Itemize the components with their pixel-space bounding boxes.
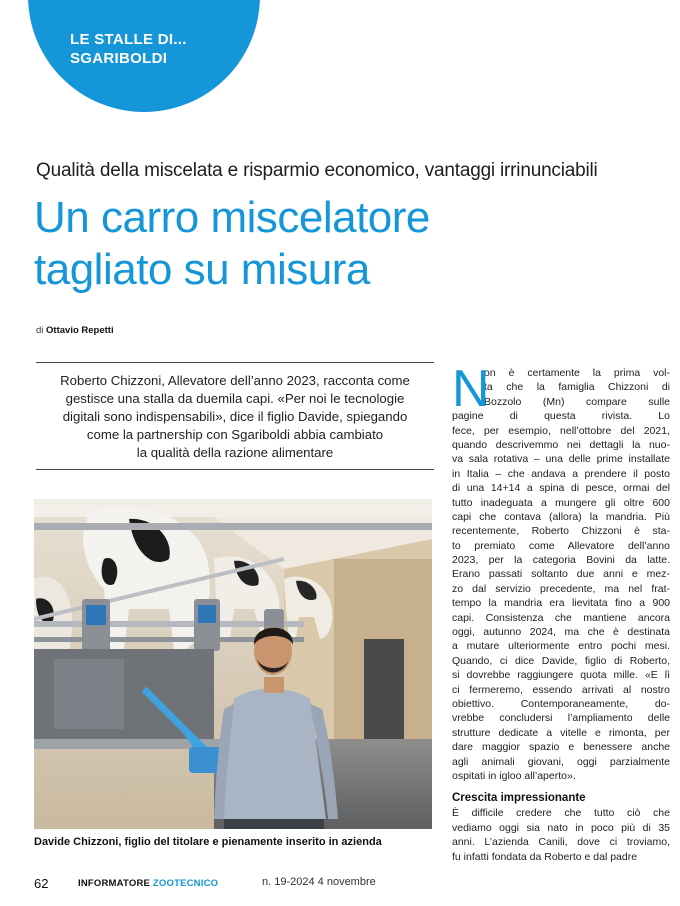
body-line: Bozzolo (Mn) compare sulle [484, 395, 670, 408]
byline-prefix: di [36, 325, 44, 336]
body-line: va sala rotativa – una delle prime installate [452, 453, 670, 466]
magazine-name-b: ZOOTECNICO [152, 878, 219, 889]
byline-author: Ottavio Repetti [46, 325, 114, 336]
body-line: si dovrebbe raggiungere quota mille. «E lì [452, 669, 670, 682]
body-line: fu infatti fondata da Roberto e dal padre [452, 850, 638, 863]
body-line: 2023, per la categoria Bovini da latte. [452, 554, 670, 567]
page-number: 62 [34, 876, 49, 891]
body-line: pagine di questa rivista. Lo [452, 410, 670, 423]
body-line: anni. L’azienda Canili, dove ci troviamo, [452, 836, 670, 849]
article-title-line1: Un carro miscelatore [34, 193, 430, 242]
body-line: ospitati in igloo all’aperto». [452, 769, 576, 782]
drop-cap: N [452, 360, 490, 418]
body-line: vediamo oggi sia nato in poco più di 35 [452, 821, 670, 834]
article-photo [34, 499, 432, 829]
body-line: quando descrivemmo nei dettagli la nuo- [452, 438, 670, 451]
article-body [452, 360, 670, 864]
photo-caption: Davide Chizzoni, figlio del titolare e pienamente inserito in azienda [34, 836, 382, 848]
body-line: vrebbe concludersi l’ampliamento delle [452, 712, 670, 725]
article-title [34, 192, 430, 296]
body-line: on è certamente la prima vol- [484, 367, 670, 379]
body-line: tutto inadeguata a mungere gli oltre 600 [452, 496, 670, 509]
body-line: capi che contava (allora) la mandria. Più [452, 510, 670, 523]
article-kicker: Qualità della miscelata e risparmio economico, vantaggi irrinunciabili [36, 160, 598, 181]
section-label-line2: SGARIBOLDI [70, 50, 168, 67]
body-line: oggi, autunno 2024, ma che è destinata [452, 626, 670, 639]
body-line: in Italia – che andava a prendere il posto [452, 467, 670, 480]
lead-line: come la partnership con Sgariboldi abbia cambiato [86, 427, 384, 442]
lead-line: la qualità della razione alimentare [136, 445, 334, 460]
body-line: a mutare ulteriormente entro pochi mesi. [452, 640, 670, 653]
lead-line: digitali sono indispensabili», dice il figlio Davide, spiegando [62, 409, 408, 424]
body-line: Quando, ci dice Davide, figlio di Roberto, [452, 654, 670, 667]
body-line: strutture dedicate a vitelle e rimonta, per [452, 726, 670, 739]
byline [36, 325, 114, 336]
body-line: Erano passati soltanto due anni e mez- [452, 568, 670, 581]
body-line: fece, per esempio, nell’ottobre del 2021, [452, 424, 670, 437]
body-line: obiettivo. Contemporaneamente, do- [452, 697, 670, 710]
milking-parlour-illustration [34, 499, 432, 829]
body-line: di una 14+14 a spina di pesce, ormai del [452, 482, 670, 495]
body-line: dare maggior spazio e benessere anche [452, 741, 670, 754]
body-line: ta che la famiglia Chizzoni di [484, 381, 670, 394]
lead-line: Roberto Chizzoni, Allevatore dell’anno 2023, racconta come [60, 373, 410, 388]
section-label-line1: LE STALLE DI... [70, 31, 187, 48]
page-footer [34, 876, 654, 892]
body-line: ci fermeremo, essendo arrivati al nostro [452, 683, 670, 696]
body-line: zo dal servizio precedente, ma nel frat- [452, 582, 670, 595]
body-line: agli animali giovani, oggi parzialmente [452, 755, 670, 768]
magazine-name [78, 878, 218, 889]
body-line: tempo la mandria era lievitata fino a 900 [452, 597, 670, 610]
article-title-line2: tagliato su misura [34, 245, 370, 294]
issue-info: n. 19-2024 4 novembre [262, 876, 376, 888]
body-line: to premiato come Allevatore dell’anno [452, 539, 670, 552]
section-label [70, 30, 187, 68]
lead-line: gestisce una stalla da duemila capi. «Per noi le tecnologie [65, 391, 405, 406]
magazine-name-a: INFORMATORE [78, 878, 151, 889]
subheading: Crescita impressionante [452, 792, 586, 805]
body-line: capi. Consistenza che mantiene ancora [452, 611, 670, 624]
article-lead [36, 362, 434, 470]
body-line: È difficile credere che tutto ciò che [452, 807, 670, 820]
body-line: recentemente, Roberto Chizzoni è sta- [452, 525, 670, 538]
